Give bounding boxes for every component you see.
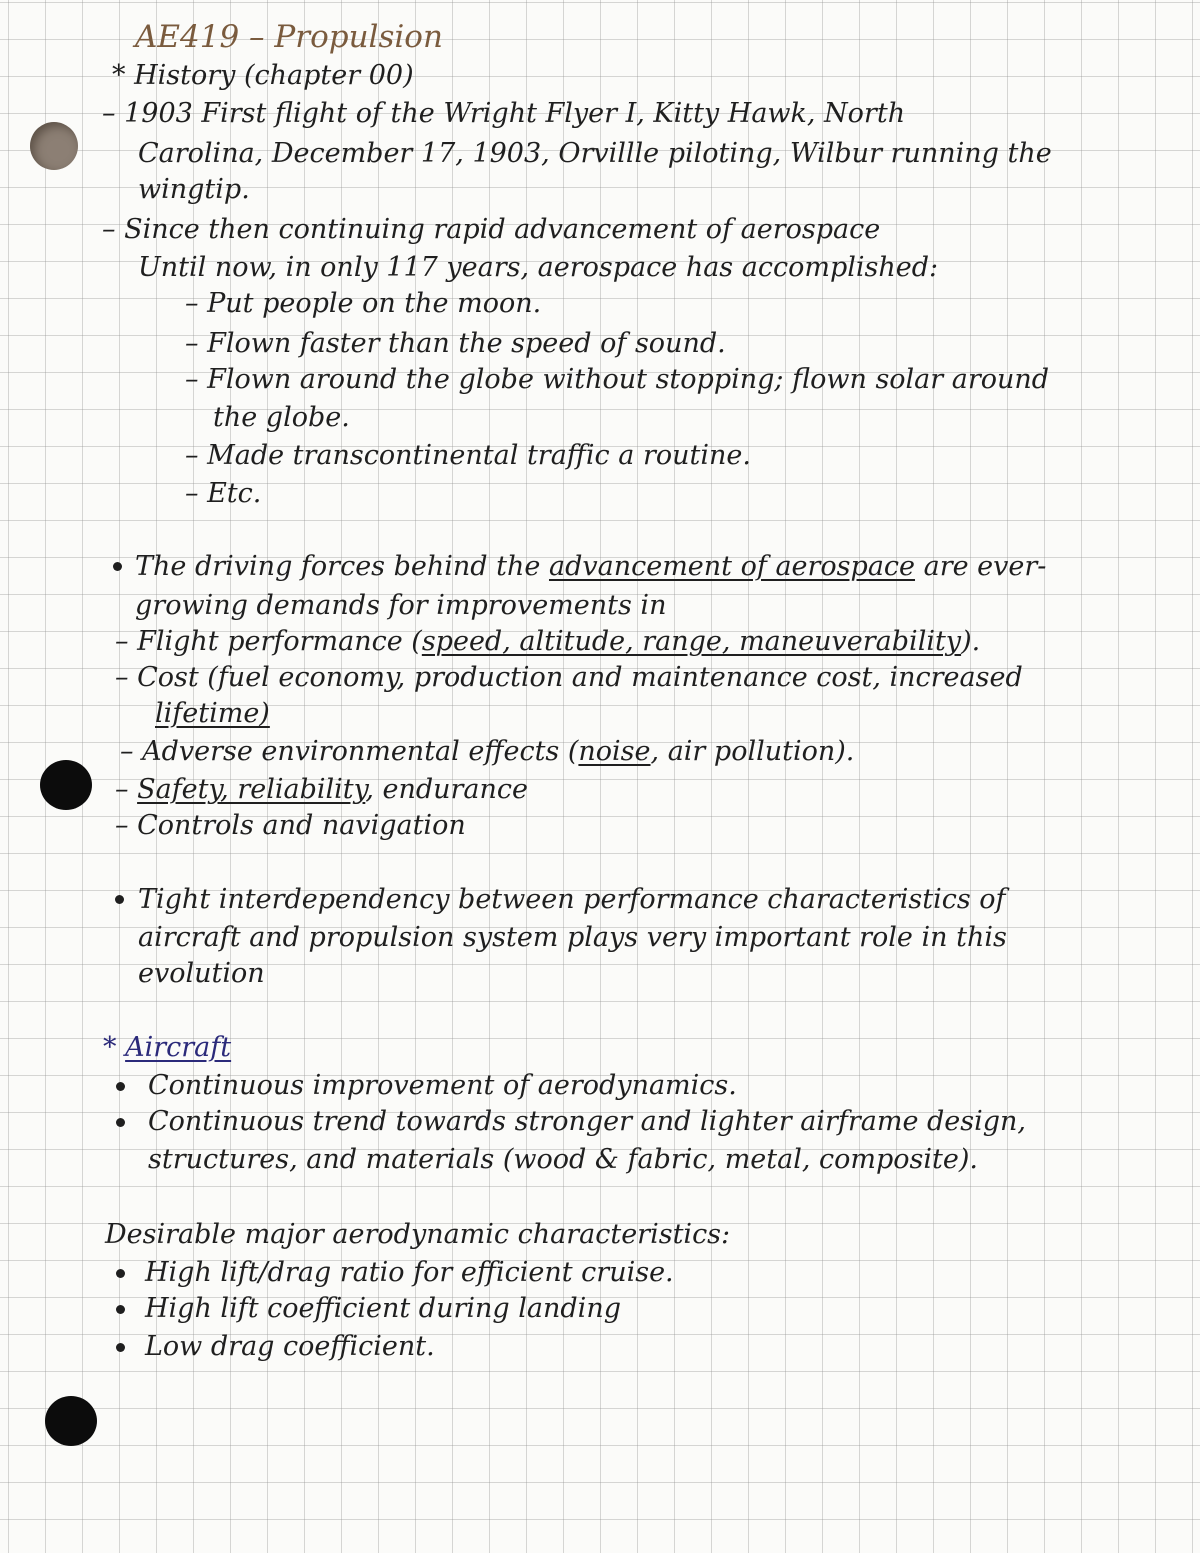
history-item1-line1: – 1903 First flight of the Wright Flyer I, Kitty Hawk, North (102, 98, 906, 129)
bullet-dot (113, 562, 122, 571)
driving-item1-underlined: speed, altitude, range, maneuverability (421, 626, 962, 657)
interdependency-line3: evolution (138, 958, 265, 989)
driving-item-safety (115, 776, 528, 803)
driving-item-cost-line1: – Cost (fuel economy, production and maintenance cost, increased (115, 662, 1023, 693)
binder-hole-middle (40, 760, 92, 810)
history-subitem-moon: – Put people on the moon. (185, 288, 542, 319)
bullet-dot (116, 1343, 125, 1352)
aircraft-bullet-airframe-line2: structures, and materials (wood & fabric, metal, composite). (148, 1144, 978, 1175)
bullet-dot (116, 1082, 125, 1091)
history-item1-line3: wingtip. (138, 174, 250, 205)
driving-item-controls: – Controls and navigation (115, 810, 466, 841)
driving-item4-dash: – (115, 774, 138, 805)
desirable-heading: Desirable major aerodynamic characteristics: (105, 1219, 731, 1250)
driving-item-performance (115, 628, 980, 655)
history-subitem-globe-line1: – Flown around the globe without stopping; flown solar around (185, 364, 1050, 395)
driving-item1-post: ). (961, 626, 981, 657)
binder-hole-bottom (45, 1396, 97, 1446)
desirable-bullet-drag-coefficient: Low drag coefficient. (145, 1331, 435, 1362)
desirable-bullet-lift-coefficient: High lift coefficient during landing (145, 1293, 621, 1324)
bullet-dot (115, 895, 124, 904)
driving-line1 (135, 553, 1046, 580)
desirable-bullet-lift-drag: High lift/drag ratio for efficient cruise. (145, 1257, 674, 1288)
history-heading: * History (chapter 00) (112, 60, 414, 91)
binder-hole-top (30, 122, 78, 170)
driving-item-environment (120, 738, 854, 765)
driving-item3-post: , air pollution). (650, 736, 855, 767)
history-subitem-globe-line2: the globe. (213, 402, 350, 433)
driving-line2: growing demands for improvements in (135, 590, 667, 621)
driving-line1-post: are ever- (923, 551, 1047, 582)
history-subitem-transcontinental: – Made transcontinental traffic a routine. (185, 440, 751, 471)
interdependency-line1: Tight interdependency between performance characteristics of (138, 884, 1006, 915)
bullet-dot (116, 1118, 125, 1127)
driving-item1-pre: – Flight performance ( (115, 626, 422, 657)
history-item2-line1: – Since then continuing rapid advancement of aerospace (102, 214, 881, 245)
driving-item3-pre: – Adverse environmental effects ( (120, 736, 579, 767)
interdependency-line2: aircraft and propulsion system plays very important role in this (138, 922, 1007, 953)
driving-item4-underlined: Safety, reliability (137, 774, 366, 805)
aircraft-bullet-airframe-line1: Continuous trend towards stronger and lighter airframe design, (148, 1106, 1027, 1137)
bullet-dot (116, 1269, 125, 1278)
driving-line1-underlined: advancement of aerospace (548, 551, 916, 582)
driving-item-cost-line2: lifetime) (155, 698, 270, 729)
driving-line1-pre: The driving forces behind the (135, 551, 541, 582)
aircraft-heading (103, 1034, 231, 1061)
page-title: AE419 – Propulsion (135, 19, 443, 55)
driving-item4-post: , endurance (365, 774, 529, 805)
aircraft-heading-text: Aircraft (125, 1032, 232, 1063)
driving-item3-underlined: noise (578, 736, 651, 767)
history-subitem-etc: – Etc. (185, 478, 262, 509)
history-item2-line2: Until now, in only 117 years, aerospace has accomplished: (138, 252, 939, 283)
history-item1-line2: Carolina, December 17, 1903, Orvillle piloting, Wilbur running the (138, 138, 1052, 169)
aircraft-bullet-aerodynamics: Continuous improvement of aerodynamics. (148, 1070, 737, 1101)
aircraft-heading-star: * (103, 1032, 117, 1063)
bullet-dot (116, 1305, 125, 1314)
history-subitem-sound: – Flown faster than the speed of sound. (185, 328, 726, 359)
